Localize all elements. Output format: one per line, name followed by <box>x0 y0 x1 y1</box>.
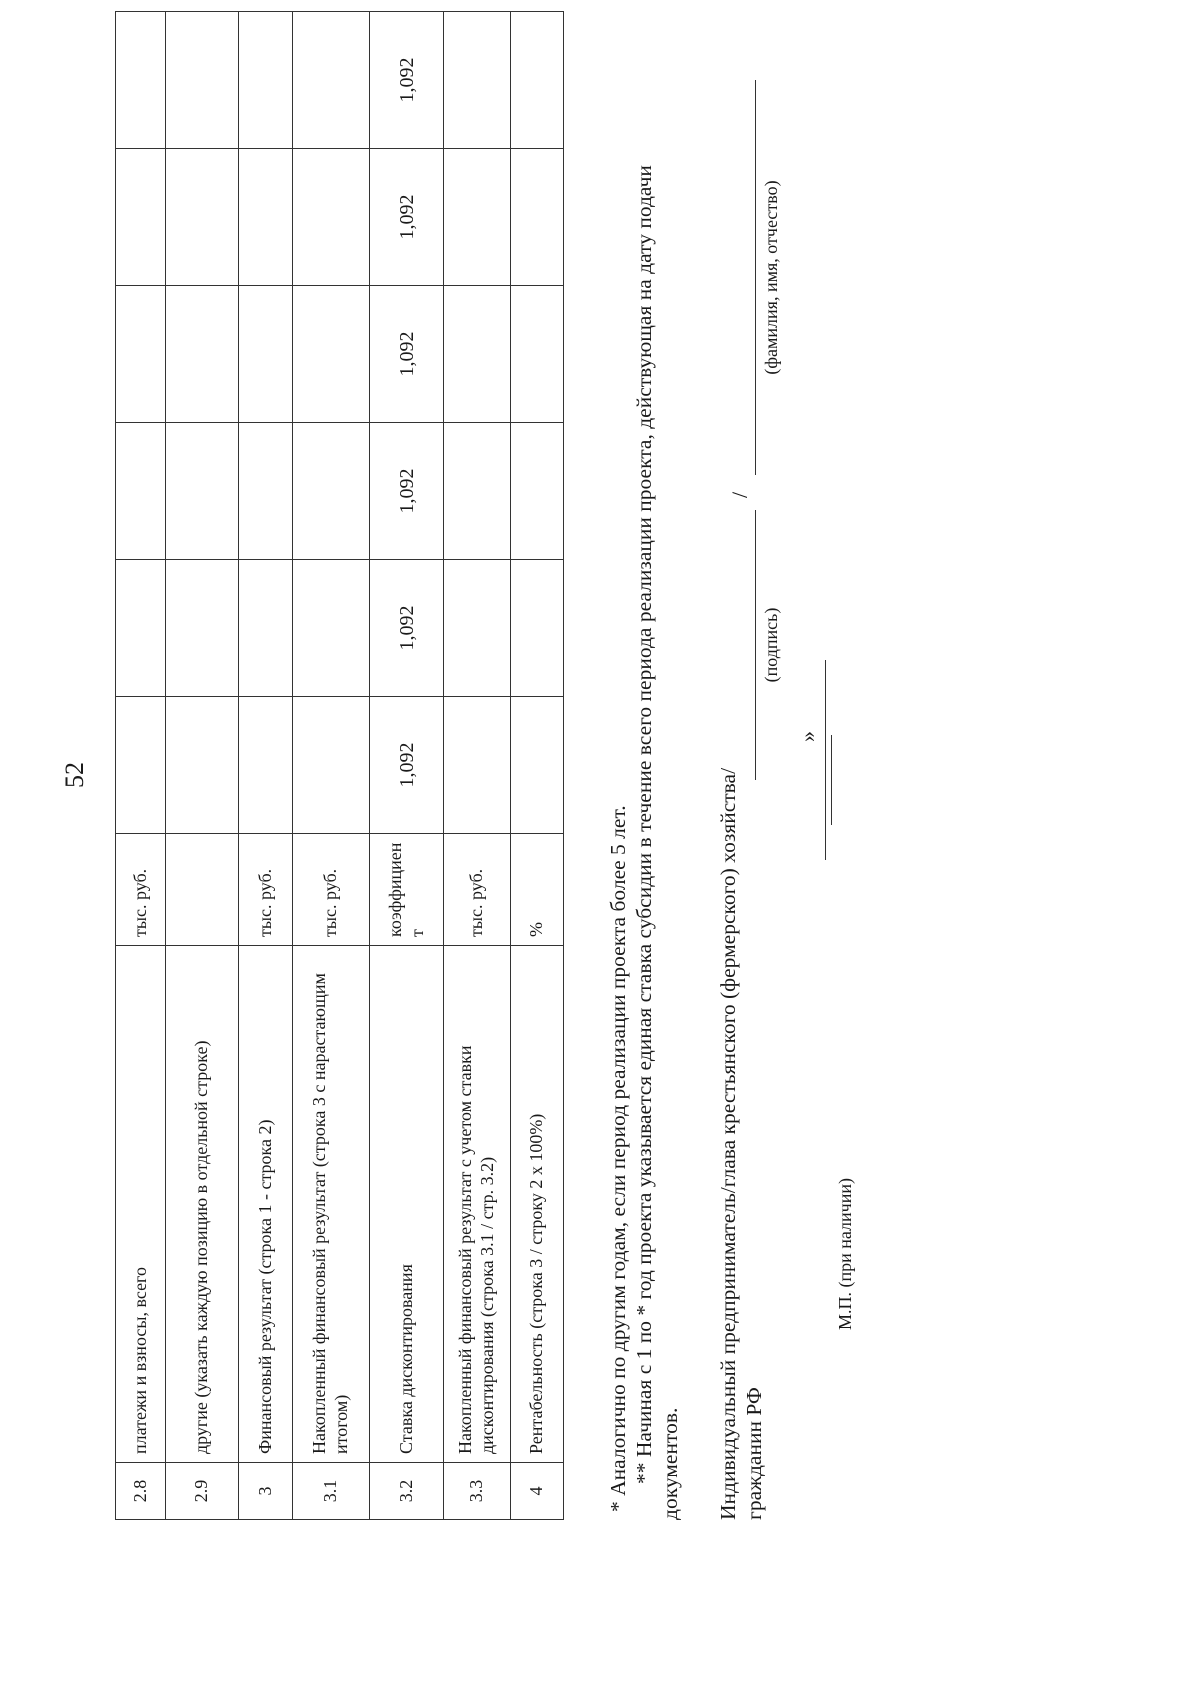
date-quote: » <box>795 731 820 742</box>
row-value <box>239 560 293 697</box>
row-value <box>444 423 511 560</box>
financial-table <box>115 11 564 1520</box>
table-row <box>444 12 511 1520</box>
row-unit: тыс. руб. <box>116 834 166 946</box>
row-unit: коэффициент <box>370 834 444 946</box>
signer-title: Индивидуальный предприниматель/глава крестьянского (фермерского) хозяйства/гражданин РФ <box>716 767 767 1520</box>
row-label: Ставка дисконтирования <box>370 946 444 1463</box>
row-number: 2.9 <box>166 1463 239 1520</box>
footnotes <box>605 80 684 1520</box>
table-row <box>239 12 293 1520</box>
row-value <box>116 697 166 834</box>
row-value <box>293 560 370 697</box>
row-number: 3.1 <box>293 1463 370 1520</box>
row-value: 1,092 <box>370 697 444 834</box>
row-unit: тыс. руб. <box>293 834 370 946</box>
signature-line <box>755 510 756 780</box>
row-value <box>166 560 239 697</box>
row-label: Рентабельность (строка 3 / строку 2 х 100%) <box>511 946 564 1463</box>
row-value <box>444 12 511 149</box>
row-unit: тыс. руб. <box>444 834 511 946</box>
row-value <box>166 149 239 286</box>
row-value <box>166 12 239 149</box>
row-value <box>444 697 511 834</box>
row-label: Накопленный финансовый результат с учетом ставки дисконтирования (строка 3.1 / стр. 3.2) <box>444 946 511 1463</box>
row-value <box>511 697 564 834</box>
row-value <box>293 697 370 834</box>
row-value: 1,092 <box>370 423 444 560</box>
row-value <box>116 12 166 149</box>
row-value <box>511 286 564 423</box>
date-line-short <box>831 735 832 825</box>
row-value <box>511 12 564 149</box>
row-value <box>511 423 564 560</box>
rotated-page-content <box>115 57 995 1520</box>
row-value <box>239 423 293 560</box>
row-value: 1,092 <box>370 560 444 697</box>
stamp-place: М.П. (при наличии) <box>835 1178 855 1330</box>
row-value <box>166 286 239 423</box>
name-line <box>755 80 756 475</box>
row-value <box>116 286 166 423</box>
row-label: платежи и взносы, всего <box>116 946 166 1463</box>
row-value: 1,092 <box>370 149 444 286</box>
footnote-1: * Аналогично по другим годам, если период реализации проекта более 5 лет. <box>606 805 630 1512</box>
table-row <box>116 12 166 1520</box>
row-label: Накопленный финансовый результат (строка 3 с нарастающим итогом) <box>293 946 370 1463</box>
table-row <box>370 12 444 1520</box>
row-number: 3.2 <box>370 1463 444 1520</box>
row-value <box>444 286 511 423</box>
row-unit <box>166 834 239 946</box>
row-value <box>116 560 166 697</box>
row-value <box>444 560 511 697</box>
row-value <box>293 149 370 286</box>
row-value <box>293 423 370 560</box>
name-caption: (фамилия, имя, отчество) <box>761 180 781 375</box>
row-label: другие (указать каждую позицию в отдельной строке) <box>166 946 239 1463</box>
date-line-long <box>825 660 826 860</box>
name-separator: / <box>727 491 752 498</box>
table-row <box>511 12 564 1520</box>
table-row <box>293 12 370 1520</box>
row-value <box>444 149 511 286</box>
row-label: Финансовый результат (строка 1 - строка 2) <box>239 946 293 1463</box>
row-value <box>239 286 293 423</box>
signature-caption: (подпись) <box>761 607 781 683</box>
row-value <box>511 149 564 286</box>
row-value <box>116 423 166 560</box>
row-value <box>511 560 564 697</box>
footnote-2: ** Начиная с 1 по * год проекта указывается единая ставка субсидии в течение всего периода реализации проекта, действующая на дату подачи документов. <box>632 165 683 1520</box>
row-number: 3 <box>239 1463 293 1520</box>
row-unit: % <box>511 834 564 946</box>
page-number: 52 <box>60 762 89 788</box>
row-unit: тыс. руб. <box>239 834 293 946</box>
row-value <box>239 149 293 286</box>
table-row <box>166 12 239 1520</box>
row-value <box>166 697 239 834</box>
row-value <box>239 12 293 149</box>
row-value <box>116 149 166 286</box>
row-value <box>166 423 239 560</box>
row-value <box>293 12 370 149</box>
row-value: 1,092 <box>370 12 444 149</box>
row-number: 3.3 <box>444 1463 511 1520</box>
row-number: 4 <box>511 1463 564 1520</box>
row-value: 1,092 <box>370 286 444 423</box>
row-value <box>239 697 293 834</box>
row-number: 2.8 <box>116 1463 166 1520</box>
row-value <box>293 286 370 423</box>
